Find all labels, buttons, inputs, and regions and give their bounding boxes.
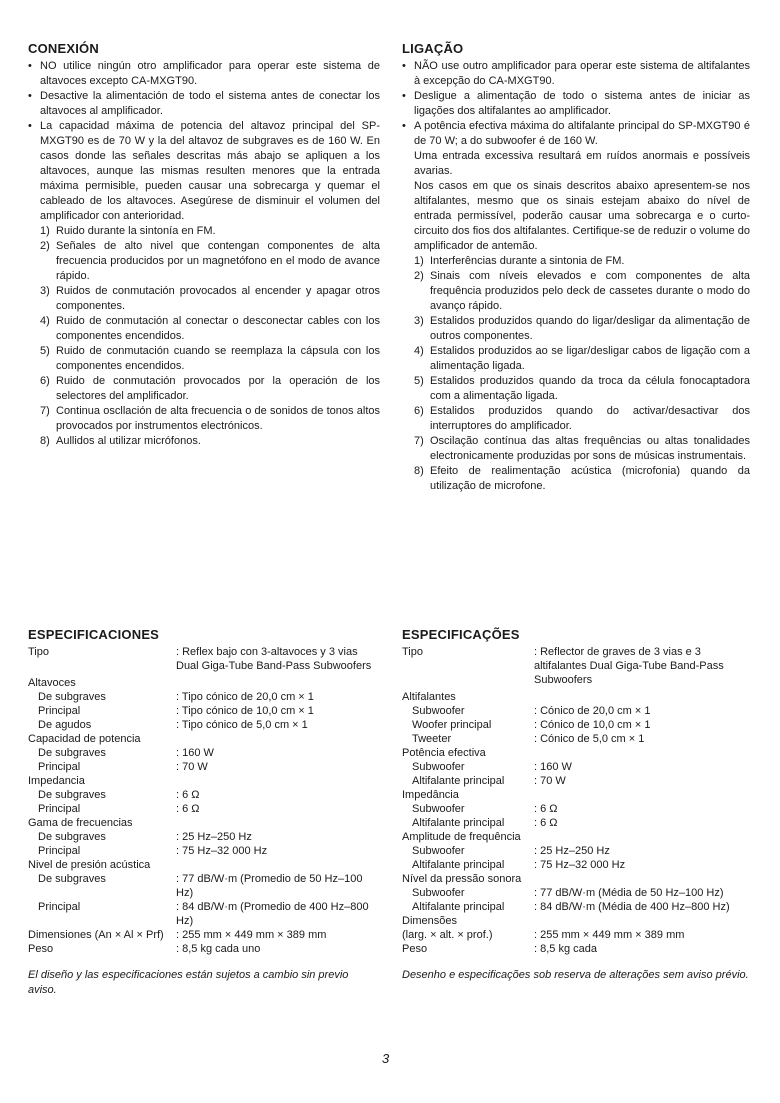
spec-label: De subgraves [38,691,106,703]
spec-label: Subwoofer [412,803,465,815]
spec-label: Principal [38,845,81,857]
conexion-title: CONEXIÓN [28,41,99,56]
spec-label: Subwoofer [412,705,465,717]
spec-value: : 77 dB/W·m (Média de 50 Hz–100 Hz) [534,887,724,899]
spec-value: : 75 Hz–32 000 Hz [534,859,626,871]
table-row [402,788,750,802]
page-number: 3 [382,1051,390,1066]
spec-label: Nível da pressão sonora [402,873,522,885]
table-row [402,844,750,858]
list-item: 6) Estalidos produzidos quando do activar/desactivar dos interruptores do amplificador. [414,405,750,432]
list-item: 3) Ruidos de conmutación provocados al encender y apagar otros componentes. [40,285,380,312]
spec-value: : 6 Ω [176,803,200,815]
conexion-bullets [28,59,380,224]
ligacao-numbered-list [402,254,750,494]
spec-label: De subgraves [38,831,106,843]
spec-value: : 8,5 kg cada [534,943,597,955]
table-row [402,858,750,872]
spec-value: : 255 mm × 449 mm × 389 mm [176,929,327,941]
spec-label: Tipo [402,646,423,658]
spec-value: : 6 Ω [534,817,558,829]
spec-label: Tipo [28,646,49,658]
spec-label: Altifalantes [402,691,456,703]
especificaciones-section [28,627,380,998]
ligacao-title: LIGAÇÃO [402,41,464,56]
table-row [402,704,750,718]
table-row [402,942,750,956]
table-row [28,900,380,928]
list-item: 4) Ruido de conmutación al conectar o desconectar cables con los componentes encendidos. [40,315,380,342]
table-row [28,746,380,760]
spec-value: : 6 Ω [534,803,558,815]
spec-label: De subgraves [38,747,106,759]
spec-label: Amplitude de frequência [402,831,521,843]
table-row [28,844,380,858]
spec-label: De subgraves [38,789,106,801]
table-row [28,830,380,844]
table-row [402,900,750,914]
spec-label: Principal [38,761,81,773]
list-item: 2) Señales de alto nivel que contengan componentes de alta frecuencia producidos por un magnetófono en el modo de avance rápido. [40,240,380,282]
spec-label: Nivel de presión acústica [28,859,151,871]
list-item: 8) Efeito de realimentação acústica (microfonia) quando da utilização de microfone. [414,465,750,492]
table-row [402,816,750,830]
table-row [28,760,380,774]
spec-label: Peso [402,943,428,955]
spec-label: Woofer principal [412,719,492,731]
spec-label: Impedância [402,789,459,801]
spec-label: Tweeter [412,733,452,745]
disclaimer-note: El diseño y las especificaciones están sujetos a cambio sin previo aviso. [28,969,349,996]
table-row [28,816,380,830]
spec-value: : 77 dB/W·m (Promedio de 50 Hz–100 Hz) [176,873,363,899]
table-row [402,802,750,816]
table-row [402,774,750,788]
bullet-item: • NO utilice ningún otro amplificador para operar este sistema de altavoces excepto CA-MXGT90. [28,59,380,89]
spec-value [534,872,750,886]
spec-value: : Tipo cónico de 5,0 cm × 1 [176,719,308,731]
table-row [28,645,380,673]
spec-value: : 25 Hz–250 Hz [534,845,610,857]
table-row [402,732,750,746]
bullet-item: • La capacidad máxima de potencia del altavoz principal del SP-MXGT90 es de 70 W y la del altavoz de subgraves es de 160 W. En casos donde las señales descritas más abajo se apliquen a los altavoces, aunque las mismas resulten menores que la entrada máxima permisible, pueden causar una sobrecarga y quemar el cableado de los altavoces. Asegúrese de disminuir el volumen del amplificador con anterioridad. [28,119,380,224]
table-row [28,942,380,956]
table-row [402,760,750,774]
spec-value [534,746,750,760]
spec-value: : Tipo cónico de 10,0 cm × 1 [176,705,314,717]
list-item: 1) Interferências durante a sintonia de FM. [414,255,625,267]
spec-value: : Cónico de 10,0 cm × 1 [534,719,651,731]
spec-label: De subgraves [38,873,106,885]
spec-value: : 160 W [176,747,214,759]
table-row [402,928,750,942]
ligacao-bullets [402,59,750,149]
list-item: 5) Estalidos produzidos quando da troca da célula fonocaptadora com a alimentação ligada. [414,375,750,402]
spec-value: : 255 mm × 449 mm × 389 mm [534,929,685,941]
spec-value: : 84 dB/W·m (Média de 400 Hz–800 Hz) [534,901,730,913]
list-item: 3) Estalidos produzidos quando do ligar/desligar da alimentação de outros componentes. [414,315,750,342]
table-row [28,774,380,788]
table-row [402,687,750,704]
spec-value: : Tipo cónico de 20,0 cm × 1 [176,691,314,703]
table-row [402,872,750,886]
table-row [28,718,380,732]
especificaciones-title: ESPECIFICACIONES [28,627,160,642]
spec-value [176,732,380,746]
table-row [28,673,380,690]
table-row [402,914,750,928]
table-row [28,690,380,704]
conexion-section [28,41,380,449]
spec-label: Principal [38,803,81,815]
spec-value [534,687,750,704]
spec-value: : 84 dB/W·m (Promedio de 400 Hz–800 Hz) [176,901,369,927]
spec-value: : Cónico de 5,0 cm × 1 [534,733,645,745]
spec-table-pt [402,645,750,956]
spec-label: Subwoofer [412,887,465,899]
especificacoes-title: ESPECIFICAÇÕES [402,627,520,642]
table-row [28,858,380,872]
bullet-item: • NÃO use outro amplificador para operar este sistema de altifalantes à excepção do CA-MXGT90. [402,59,750,89]
spec-label: Subwoofer [412,845,465,857]
spec-value [534,788,750,802]
list-item: 7) Oscilação contínua das altas frequências ou altas tonalidades electronicamente produzidas por sons de músicas instrumentais. [414,435,750,462]
table-row [402,746,750,760]
spec-value [176,816,380,830]
spec-value [534,914,750,928]
list-item: 7) Continua oscllación de alta frecuencia o de sonidos de tonos altos provocados por instrumentos electrónicos. [40,405,380,432]
list-item: 5) Ruido de conmutación cuando se reemplaza la cápsula con los componentes encendidos. [40,345,380,372]
table-row [402,830,750,844]
spec-label: Potência efectiva [402,747,486,759]
table-row [28,788,380,802]
spec-value: : 8,5 kg cada uno [176,943,261,955]
list-item: 8) Aullidos al utilizar micrófonos. [40,435,201,447]
spec-label: Gama de frecuencias [28,817,133,829]
spec-label: Altifalante principal [412,775,505,787]
spec-value [176,858,380,872]
spec-label: Dimensões [402,915,458,927]
especificacoes-section [402,627,750,983]
spec-table-es [28,645,380,956]
ligacao-paragraph: Nos casos em que os sinais descritos abaixo apresentem-se nos altifalantes, mesmo que os sinais estejam abaixo do nível de entrada permissível, poderão causar uma sobrecarga e o curto-circuito dos fios dos altifalantes. Certifique-se de reduzir o volume do amplificador de antemão. [414,180,750,252]
table-row [28,872,380,900]
spec-label: De agudos [38,719,92,731]
list-item: 6) Ruido de conmutación provocados por la operación de los selectores del amplificador. [40,375,380,402]
spec-label: (larg. × alt. × prof.) [402,929,493,941]
spec-label: Impedancia [28,775,85,787]
spec-value [176,774,380,788]
spec-label: Principal [38,901,81,913]
spec-label: Altifalante principal [412,859,505,871]
table-row [28,732,380,746]
spec-label: Altifalante principal [412,817,505,829]
spec-value: : Reflector de graves de 3 vias e 3 altifalantes Dual Giga-Tube Band-Pass Subwoofers [534,646,724,686]
conexion-numbered-list [28,224,380,449]
bullet-item: • Desactive la alimentación de todo el sistema antes de conectar los altavoces al amplificador. [28,89,380,119]
spec-value [176,673,380,690]
spec-label: Altavoces [28,677,76,689]
spec-value: : 25 Hz–250 Hz [176,831,252,843]
spec-label: Altifalante principal [412,901,505,913]
spec-label: Subwoofer [412,761,465,773]
spec-value: : 70 W [176,761,208,773]
spec-value: : 75 Hz–32 000 Hz [176,845,268,857]
spec-value: : 160 W [534,761,572,773]
spec-value: : 6 Ω [176,789,200,801]
bullet-item: • Desligue a alimentação de todo o sistema antes de iniciar as ligações dos altifalantes ao amplificador. [402,89,750,119]
table-row [402,886,750,900]
bullet-item: • A potência efectiva máxima do altifalante principal do SP-MXGT90 é de 70 W; a do subwoofer é de 160 W. [402,119,750,149]
spec-value: : Reflex bajo con 3-altavoces y 3 vias Dual Giga-Tube Band-Pass Subwoofers [176,646,372,672]
list-item: 2) Sinais com níveis elevados e com componentes de alta frequência produzidos pelo deck de cassetes durante o modo do avanço rápido. [414,270,750,312]
spec-value: : Cónico de 20,0 cm × 1 [534,705,651,717]
table-row [28,928,380,942]
spec-label: Capacidad de potencia [28,733,141,745]
list-item: 1) Ruido durante la sintonía en FM. [40,225,216,237]
table-row [28,704,380,718]
spec-label: Dimensiones (An × Al × Prf) [28,929,164,941]
table-row [402,645,750,687]
spec-value [534,830,750,844]
ligacao-paragraph: Uma entrada excessiva resultará em ruídos anormais e possíveis avarias. [414,150,750,177]
disclaimer-note: Desenho e especificações sob reserva de alterações sem aviso prévio. [402,969,749,981]
spec-value: : 70 W [534,775,566,787]
ligacao-section [402,41,750,494]
spec-label: Peso [28,943,54,955]
list-item: 4) Estalidos produzidos ao se ligar/desligar cabos de ligação com a alimentação ligada. [414,345,750,372]
table-row [28,802,380,816]
spec-label: Principal [38,705,81,717]
table-row [402,718,750,732]
